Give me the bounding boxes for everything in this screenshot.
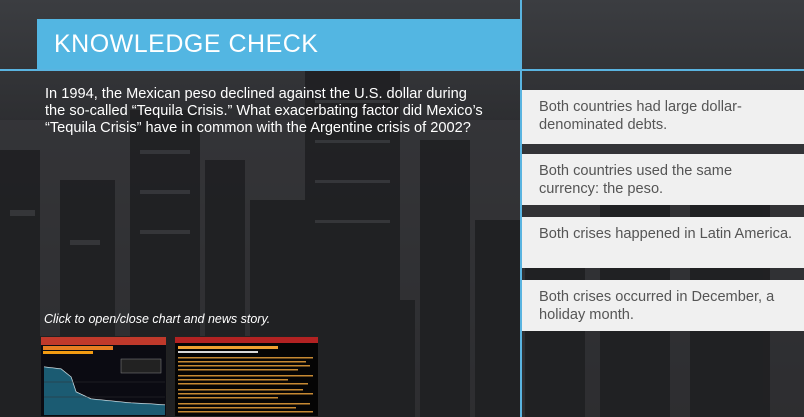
news-thumbnail-image — [175, 337, 319, 417]
chart-thumbnail[interactable] — [40, 336, 167, 417]
vertical-divider — [520, 0, 522, 417]
chart-thumbnail-image — [41, 337, 167, 417]
answer-option-1[interactable] — [522, 90, 804, 144]
news-story-thumbnail[interactable] — [174, 336, 319, 417]
question-text: In 1994, the Mexican peso declined against the U.S. dollar during the so-called “Tequila Crisis.” What exacerbating factor did Mexico’s “Tequila Crisis” have in common with the Argentine crisis of 2002? — [45, 86, 483, 136]
page-title: KNOWLEDGE CHECK — [54, 29, 319, 58]
answer-option-4[interactable] — [522, 280, 804, 331]
answer-option-2[interactable] — [522, 154, 804, 205]
answer-label: Both crises happened in Latin America. — [539, 226, 793, 242]
answer-label: Both crises occurred in December, a holiday month. — [539, 289, 775, 323]
title-banner — [37, 19, 520, 69]
answer-label: Both countries used the same currency: the peso. — [539, 163, 733, 197]
horizontal-divider — [0, 69, 804, 71]
answer-option-3[interactable] — [522, 217, 804, 268]
media-caption: Click to open/close chart and news story. — [44, 312, 271, 326]
answer-label: Both countries had large dollar-denominated debts. — [539, 99, 742, 133]
